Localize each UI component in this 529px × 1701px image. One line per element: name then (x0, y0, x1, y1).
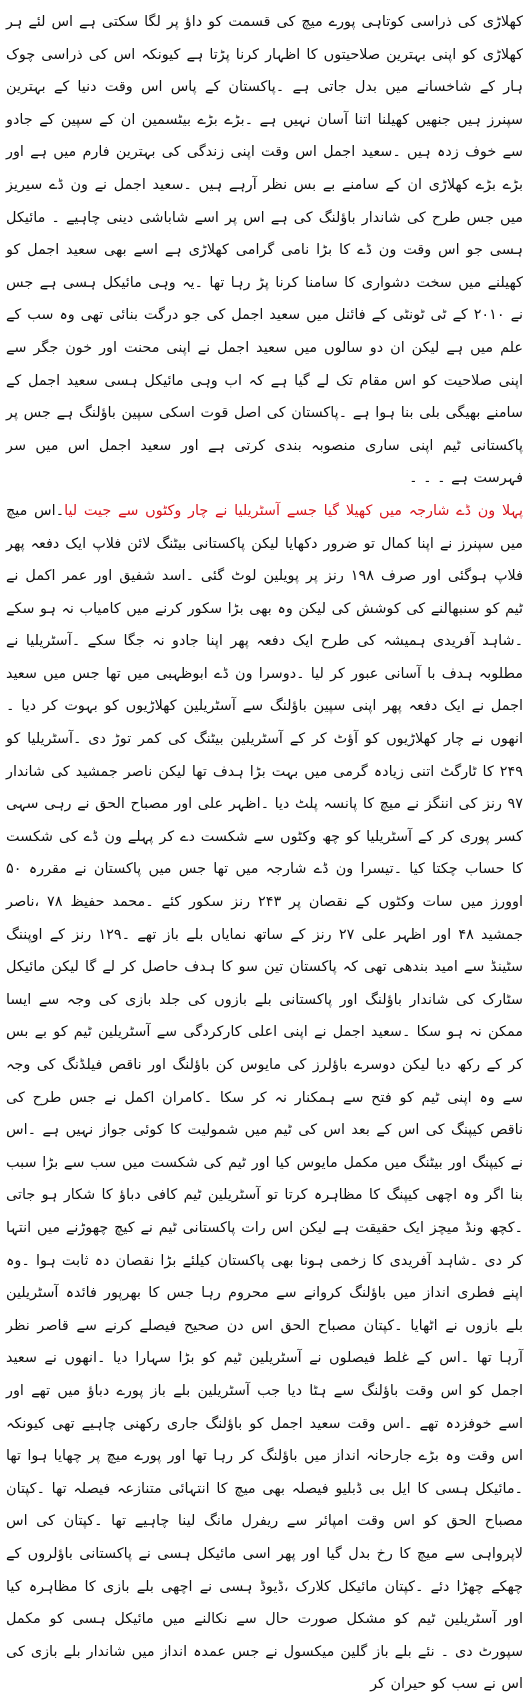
article-paragraph-2 (6, 495, 523, 1701)
article-subheadline: پہلا ون ڈے شارجہ میں کھیلا گیا جسے آسٹریلیا نے چار وکٹوں سے جیت لیا (64, 502, 523, 519)
article-paragraph-1: کھلاڑی کی ذراسی کوتاہی پورے میچ کی قسمت کو داؤ پر لگا سکتی ہے اس لئے ہر کھلاڑی کو اپنی بہترین صلاحیتوں کا اظہار کرنا پڑتا ہے کیونکہ اس کی ذراسی چوک ہار کے شاخسانے میں بدل جاتی ہے ۔پاکستان کے پاس اس وقت دنیا کے بہترین سپنرز ہیں جنھیں کھیلنا اتنا آسان نہیں ہے ۔بڑے بڑے بیٹسمین ان کے سپین کے جادو سے خوف زدہ ہیں ۔سعید اجمل اس وقت اپنی زندگی کی بہترین فارم میں ہے اور بڑے بڑے کھلاڑی ان کے سامنے بے بس نظر آرہے ہیں ۔سعید اجمل نے ون ڈے سیریز میں جس طرح کی شاندار باؤلنگ کی ہے اس پر اسے شاباشی دینی چاہیے ۔ مائیکل ہسی جو اس وقت ون ڈے کا بڑا نامی گرامی کھلاڑی ہے اسے بھی سعید اجمل کو کھیلنے میں سخت دشواری کا سامنا کرنا پڑ رہا تھا ۔یہ وہی مائیکل ہسی ہے جس نے ۲۰۱۰ کے ٹی ٹونٹی کے فائنل میں سعید اجمل کی جو درگت بنائی تھی وہ سب کے علم میں ہے لیکن ان دو سالوں میں سعید اجمل نے اپنی محنت اور خون جگر سے اپنی صلاحیت کو اس مقام تک لے گیا ہے کہ اب وہی مائیکل ہسی سعید اجمل کے سامنے بھیگی بلی بنا ہوا ہے ۔پاکستان کی اصل قوت اسکی سپین باؤلنگ ہے جس پر پاکستانی ٹیم اپنی ساری منصوبہ بندی کرتی ہے اور سعید اجمل اس میں سر فہرست ہے ۔ ۔ ۔ (6, 14, 524, 487)
article-paragraph-2-body: ۔اس میچ میں سپنرز نے اپنا کمال تو ضرور دکھایا لیکن پاکستانی بیٹنگ لائن فلاپ ایک دفعہ پھر فلاپ ہوگئی اور صرف ۱۹۸ رنز پر پویلین لوٹ گئی ۔اسد شفیق اور عمر اکمل نے ٹیم کو سنبھالنے کی کوشش کی لیکن وہ بھی بڑا سکور کرنے میں کامیاب نہ ہو سکے ۔شاہد آفریدی ہمیشہ کی طرح ایک دفعہ پھر اپنا جادو نہ جگا سکے ۔آسٹریلیا نے مطلوبہ ہدف با آسانی عبور کر لیا ۔دوسرا ون ڈے ابوظہبی میں تھا جس میں سعید اجمل نے ایک دفعہ پھر اپنی سپین باؤلنگ سے آسٹریلین کھلاڑیوں کو بہوت کر دیا ۔انھوں نے چار کھلاڑیوں کو آؤٹ کر کے آسٹریلین بیٹنگ کی کمر توڑ دی ۔آسٹریلیا کو ۲۴۹ کا ٹارگٹ اتنی زیادہ گرمی میں بہت بڑا ہدف تھا لیکن ناصر جمشید کی شاندار ۹۷ رنز کی اننگز نے میچ کا پانسہ پلٹ دیا ۔اظہر علی اور مصباح الحق نے رہی سہی کسر پوری کر کے آسٹریلیا کو چھ وکٹوں سے شکست دے کر پہلے ون ڈے کی شکست کا حساب چکتا کیا ۔تیسرا ون ڈے شارجہ میں تھا جس میں پاکستان نے مقررہ ۵۰ اوورز میں سات وکٹوں کے نقصان پر ۲۴۳ رنز سکور کئے ۔محمد حفیظ ۷۸ ،ناصر جمشید ۴۸ اور اظہر علی ۲۷ رنز کے ساتھ نمایاں بلے باز تھے ۔۱۲۹ رنز کے اوپننگ سٹینڈ سے امید بندھی تھی کہ پاکستان تین سو کا ہدف حاصل کر لے گا لیکن مائیکل سٹارک کی شاندار باؤلنگ اور پاکستانی بلے بازوں کی جلد بازی کی وجہ سے ایسا ممکن نہ ہو سکا ۔سعید اجمل نے اپنی اعلی کارکردگی سے آسٹریلین ٹیم کو بے بس کر کے رکھ دیا لیکن دوسرے باؤلرز کی مایوس کن باؤلنگ اور ناقص فیلڈنگ کی وجہ سے وہ اپنی ٹیم کو فتح سے ہمکنار نہ کر سکا ۔کامران اکمل نے جس طرح کی ناقص کیپنگ کی اس کے بعد اس کی ٹیم میں شمولیت کا کوئی جواز نہیں ہے ۔اس نے کیپنگ اور بیٹنگ میں مکمل مایوس کیا اور ٹیم کی شکست میں سب سے بڑا سبب بنا اگر وہ اچھی کیپنگ کا مظاہرہ کرتا تو آسٹریلین ٹیم کافی دباؤ کا شکار ہو جاتی ۔کچھ ونڈ میچز ایک حقیقت ہے لیکن اس رات پاکستانی ٹیم نے کیچ چھوڑنے میں انتہا کر دی ۔شاہد آفریدی کا زخمی ہونا بھی پاکستان کیلئے بڑا نقصان دہ ثابت ہوا ۔وہ اپنے فطری انداز میں باؤلنگ کروانے سے محروم رہا جس کا بھرپور فائدہ آسٹریلین بلے بازوں نے اٹھایا ۔کپتان مصباح الحق اس دن صحیح فیصلے کرنے سے قاصر نظر آرہا تھا ۔اس کے غلط فیصلوں نے آسٹریلین ٹیم کو بڑا سہارا دیا ۔انھوں نے سعید اجمل کو اس وقت باؤلنگ سے ہٹا دیا جب آسٹریلین بلے باز پورے دباؤ میں تھے اور اسے خوفزدہ تھے ۔اس وقت سعید اجمل کو باؤلنگ جاری رکھنی چاہیے تھی کیونکہ اس وقت وہ بڑے جارحانہ انداز میں باؤلنگ کر رہا تھا اور پورے میچ پر چھایا ہوا تھا ۔مائیکل ہسی کا ایل بی ڈبلیو فیصلہ بھی میچ کا انتہائی متنازعہ فیصلہ تھا ۔کپتان مصباح الحق کو اس وقت امپائر سے ریفرل مانگ لینا چاہیے تھا ۔کپتان کی اس لاپرواہی سے میچ کا رخ بدل گیا اور پھر اسی مائیکل ہسی نے پاکستانی باؤلروں کے چھکے چھڑا دئے ۔کپتان مائیکل کلارک ،ڈیوڈ ہسی نے اچھی بلے بازی کا مظاہرہ کیا اور آسٹریلین ٹیم کو مشکل صورت حال سے نکالنے میں مائیکل ہسی کو مکمل سپورٹ دی ۔ نئے بلے باز گلین میکسول نے جس عمدہ انداز میں شاندار بلے بازی کی اس نے سب کو حیران کر (6, 502, 523, 1693)
